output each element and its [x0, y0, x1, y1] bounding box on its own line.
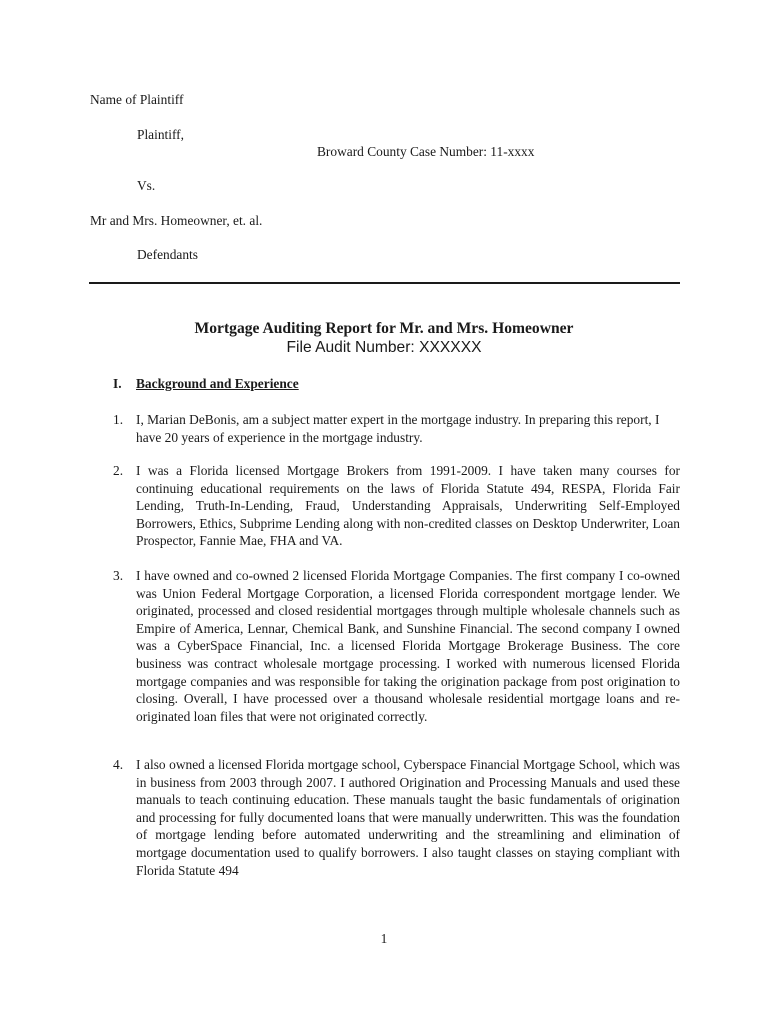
- section-number: I.: [113, 376, 122, 391]
- list-item-number: 4.: [113, 757, 124, 772]
- case-number: Broward County Case Number: 11-xxxx: [317, 144, 535, 159]
- list-item-text: I, Marian DeBonis, am a subject matter expert in the mortgage industry. In preparing this report, I have 20 years of experience in the mortgage industry.: [136, 412, 660, 445]
- section-heading: [113, 376, 299, 392]
- defendant-label: Defendants: [137, 247, 198, 262]
- caption-divider: [89, 282, 680, 284]
- plaintiff-label: Plaintiff,: [137, 127, 184, 142]
- list-item: [113, 411, 680, 446]
- report-title: Mortgage Auditing Report for Mr. and Mrs. Homeowner: [194, 320, 574, 337]
- list-item-number: 1.: [113, 412, 124, 427]
- section-title: Background and Experience: [136, 376, 299, 391]
- list-item-text: I have owned and co-owned 2 licensed Florida Mortgage Companies. The first company I co-owned was Union Federal Mortgage Corporation, a licensed Florida correspondent mortgage lender. We originated, processed and closed residential mortgages through multiple wholesale channels such as Empire of America, Lennar, Chemical Bank, and Sunshine Financial. The second company I owned was a CyberSpace Financial, Inc. a licensed Florida Mortgage Brokerage Business. The core business was contract wholesale mortgage processing. I worked with numerous licensed Florida mortgage companies and was responsible for taking the origination package from post origination to closing. Overall, I have processed over a thousand wholesale residential mortgage loans and re-originated loan files that were not originated correctly.: [136, 568, 680, 724]
- list-item-number: 3.: [113, 568, 124, 583]
- list-item: [113, 567, 680, 725]
- defendant-name: Mr and Mrs. Homeowner, et. al.: [90, 213, 263, 228]
- page-number: 1: [380, 931, 388, 946]
- list-item-number: 2.: [113, 463, 124, 478]
- report-subtitle: File Audit Number: XXXXXX: [286, 339, 482, 356]
- list-item: [113, 756, 680, 879]
- versus-label: Vs.: [137, 178, 156, 193]
- list-item: [113, 462, 680, 550]
- list-item-text: I was a Florida licensed Mortgage Brokers from 1991-2009. I have taken many courses for continuing educational requirements on the laws of Florida Statute 494, RESPA, Florida Fair Lending, Truth-In-Lending, Fraud, Understanding Appraisals, Underwriting Self-Employed Borrowers, Ethics, Subprime Lending along with non-credited classes on Desktop Underwriter, Loan Prospector, Fannie Mae, FHA and VA.: [136, 463, 680, 549]
- list-item-text: I also owned a licensed Florida mortgage school, Cyberspace Financial Mortgage School, which was in business from 2003 through 2007. I authored Origination and Processing Manuals and used these manuals to teach continuing education. These manuals taught the basic fundamentals of origination and processing for fully documented loans that were manually underwritten. This was the foundation of mortgage lending before automated underwriting and the streamlining and elimination of mortgage documentation used to qualify borrowers. I also taught classes on staying compliant with Florida Statute 494: [136, 757, 680, 878]
- plaintiff-name: Name of Plaintiff: [90, 92, 184, 107]
